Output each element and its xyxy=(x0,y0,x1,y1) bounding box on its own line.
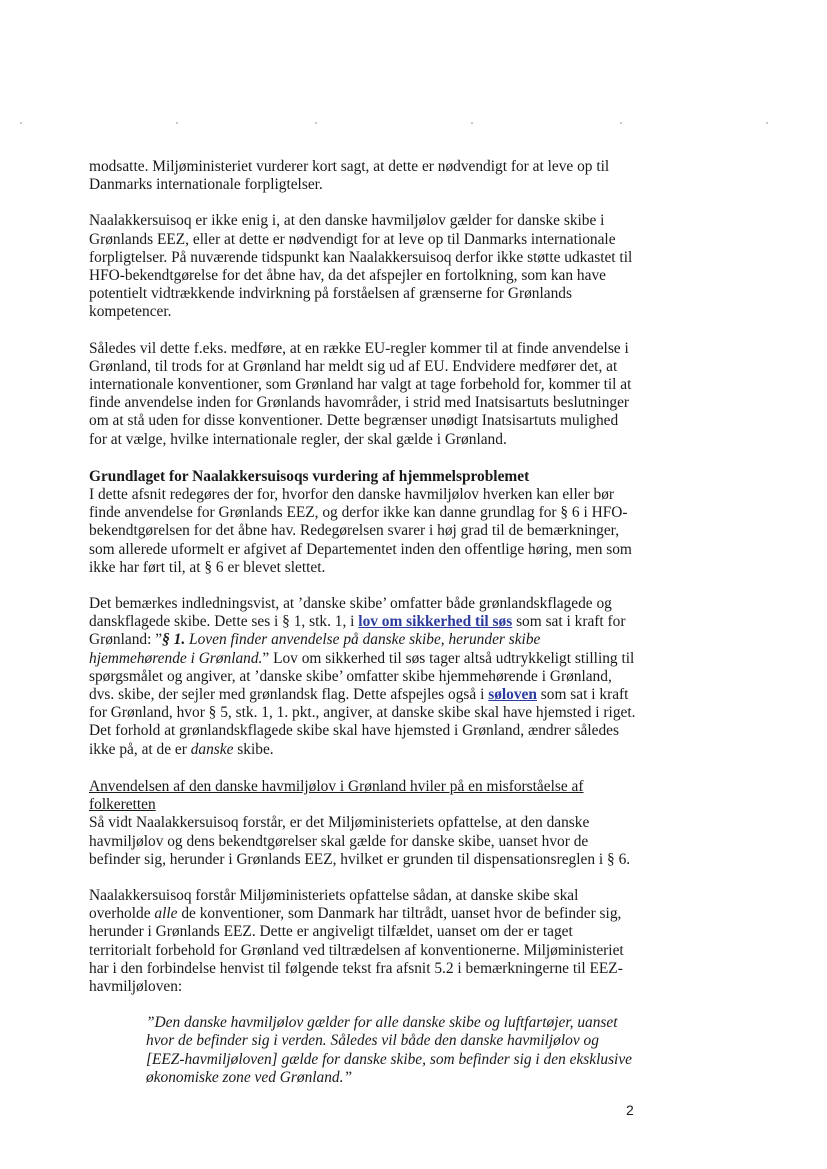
scan-speck xyxy=(620,122,622,124)
scan-speck xyxy=(471,122,473,124)
paragraph: Naalakkersuisoq forstår Miljøministeriets opfattelse sådan, at danske skibe skal overholde alle de konventioner, som Danmark har tiltrådt, uanset hvor de befinder sig, herunder i Grønlands EEZ. Dette er angiveligt tilfældet, uanset om der er taget territorialt forbehold for Grønland ved tiltrædelsen af konventionerne. Miljøministeriet har i den forbindelse henvist til følgende tekst fra afsnit 5.2 i bemærkningerne til EEZ-havmiljøloven: xyxy=(89,886,624,995)
scan-speck xyxy=(20,122,22,124)
paragraph: Således vil dette f.eks. medføre, at en række EU-regler kommer til at finde anvendelse i Grønland, til trods for at Grønland har meldt sig ud af EU. Endvidere medfører det, at internationale konventioner, som Grønland har valgt at tage forbehold for, kommer til at finde anvendelse inden for Grønlands havområder, i strid med Inatsisartuts beslutninger om at stå uden for disse konventioner. Dette begrænser unødigt Inatsisartuts mulighed for at vælge, hvilke internationale regler, der skal gælde i Grønland. xyxy=(89,339,632,448)
scan-speck xyxy=(766,122,768,124)
link-lov-om-sikkerhed-til-soes[interactable]: lov om sikkerhed til søs xyxy=(358,613,513,631)
section-heading: Grundlaget for Naalakkersuisoqs vurdering af hjemmelsproblemet xyxy=(89,467,530,485)
scan-speck xyxy=(315,122,317,124)
paragraph: modsatte. Miljøministeriet vurderer kort sagt, at dette er nødvendigt for at leve op til Danmarks internationale forpligtelser. xyxy=(89,158,610,194)
paragraph: Det bemærkes indledningsvist, at ’danske skibe’ omfatter både grønlandskflagede og danskflagede skibe. Dette ses i § 1, stk. 1, i lov om sikkerhed til søs som sat i kraft for Grønland: ”§ 1. Loven finder anvendelse på danske skibe, herunder skibe hjemmehørende i Grønland.” Lov om sikkerhed til søs tager altså udtrykkeligt stilling til spørgsmålet og angiver, at ’danske skibe’ omfatter skibe hjemmehørende i Grønland, dvs. skibe, der sejler med grønlandsk flag. Dette afspejles også i søloven som sat i kraft for Grønland, hvor § 5, stk. 1, 1. pkt., angiver, at danske skibe skal have hjemsted i riget. Det forhold at grønlandskflagede skibe skal have hjemsted i Grønland, ændrer således ikke på, at de er danske skibe. xyxy=(89,595,636,758)
paragraph: Naalakkersuisoq er ikke enig i, at den danske havmiljølov gælder for danske skibe i Grønlands EEZ, eller at dette er nødvendigt for at leve op til Danmarks internationale forpligtelser. På nuværende tidspunkt kan Naalakkersuisoq derfor ikke støtte udkastet til HFO-bekendtgørelse for det åbne hav, da det afspejler en fortolkning, som kan have potentielt vidtrækkende indvirkning på forståelsen af grænserne for Grønlands kompetencer. xyxy=(89,212,633,321)
block-quote: ”Den danske havmiljølov gælder for alle danske skibe og luftfartøjer, uanset hvor de befinder sig i verden. Således vil både den danske havmiljølov og [EEZ-havmiljøloven] gælde for danske skibe, som befinder sig i den eksklusive økonomiske zone ved Grønland.” xyxy=(146,1014,632,1086)
paragraph: I dette afsnit redegøres der for, hvorfor den danske havmiljølov hverken kan eller bør finde anvendelse for Grønlands EEZ, og derfor ikke kan danne grundlag for § 6 i HFO-bekendtgørelsen for det åbne hav. Redegørelsen svarer i høj grad til de bemærkninger, som allerede uformelt er afgivet af Departementet inden den offentlige høring, men som ikke har ført til, at § 6 er blevet slettet. xyxy=(89,486,632,576)
paragraph: Så vidt Naalakkersuisoq forstår, er det Miljøministeriets opfattelse, at den danske havmiljølov og dens bekendtgørelser skal gælde for danske skibe, uanset hvor de befinder sig, herunder i Grønlands EEZ, hvilket er grunden til dispensationsreglen i § 6. xyxy=(89,814,631,868)
page-number: 2 xyxy=(626,1102,634,1118)
document-body xyxy=(89,158,639,1087)
section-heading: Anvendelsen af den danske havmiljølov i Grønland hviler på en misforståelse af folkeretten xyxy=(89,777,584,814)
scan-speck xyxy=(176,122,178,124)
link-soeloven[interactable]: søloven xyxy=(488,686,537,704)
